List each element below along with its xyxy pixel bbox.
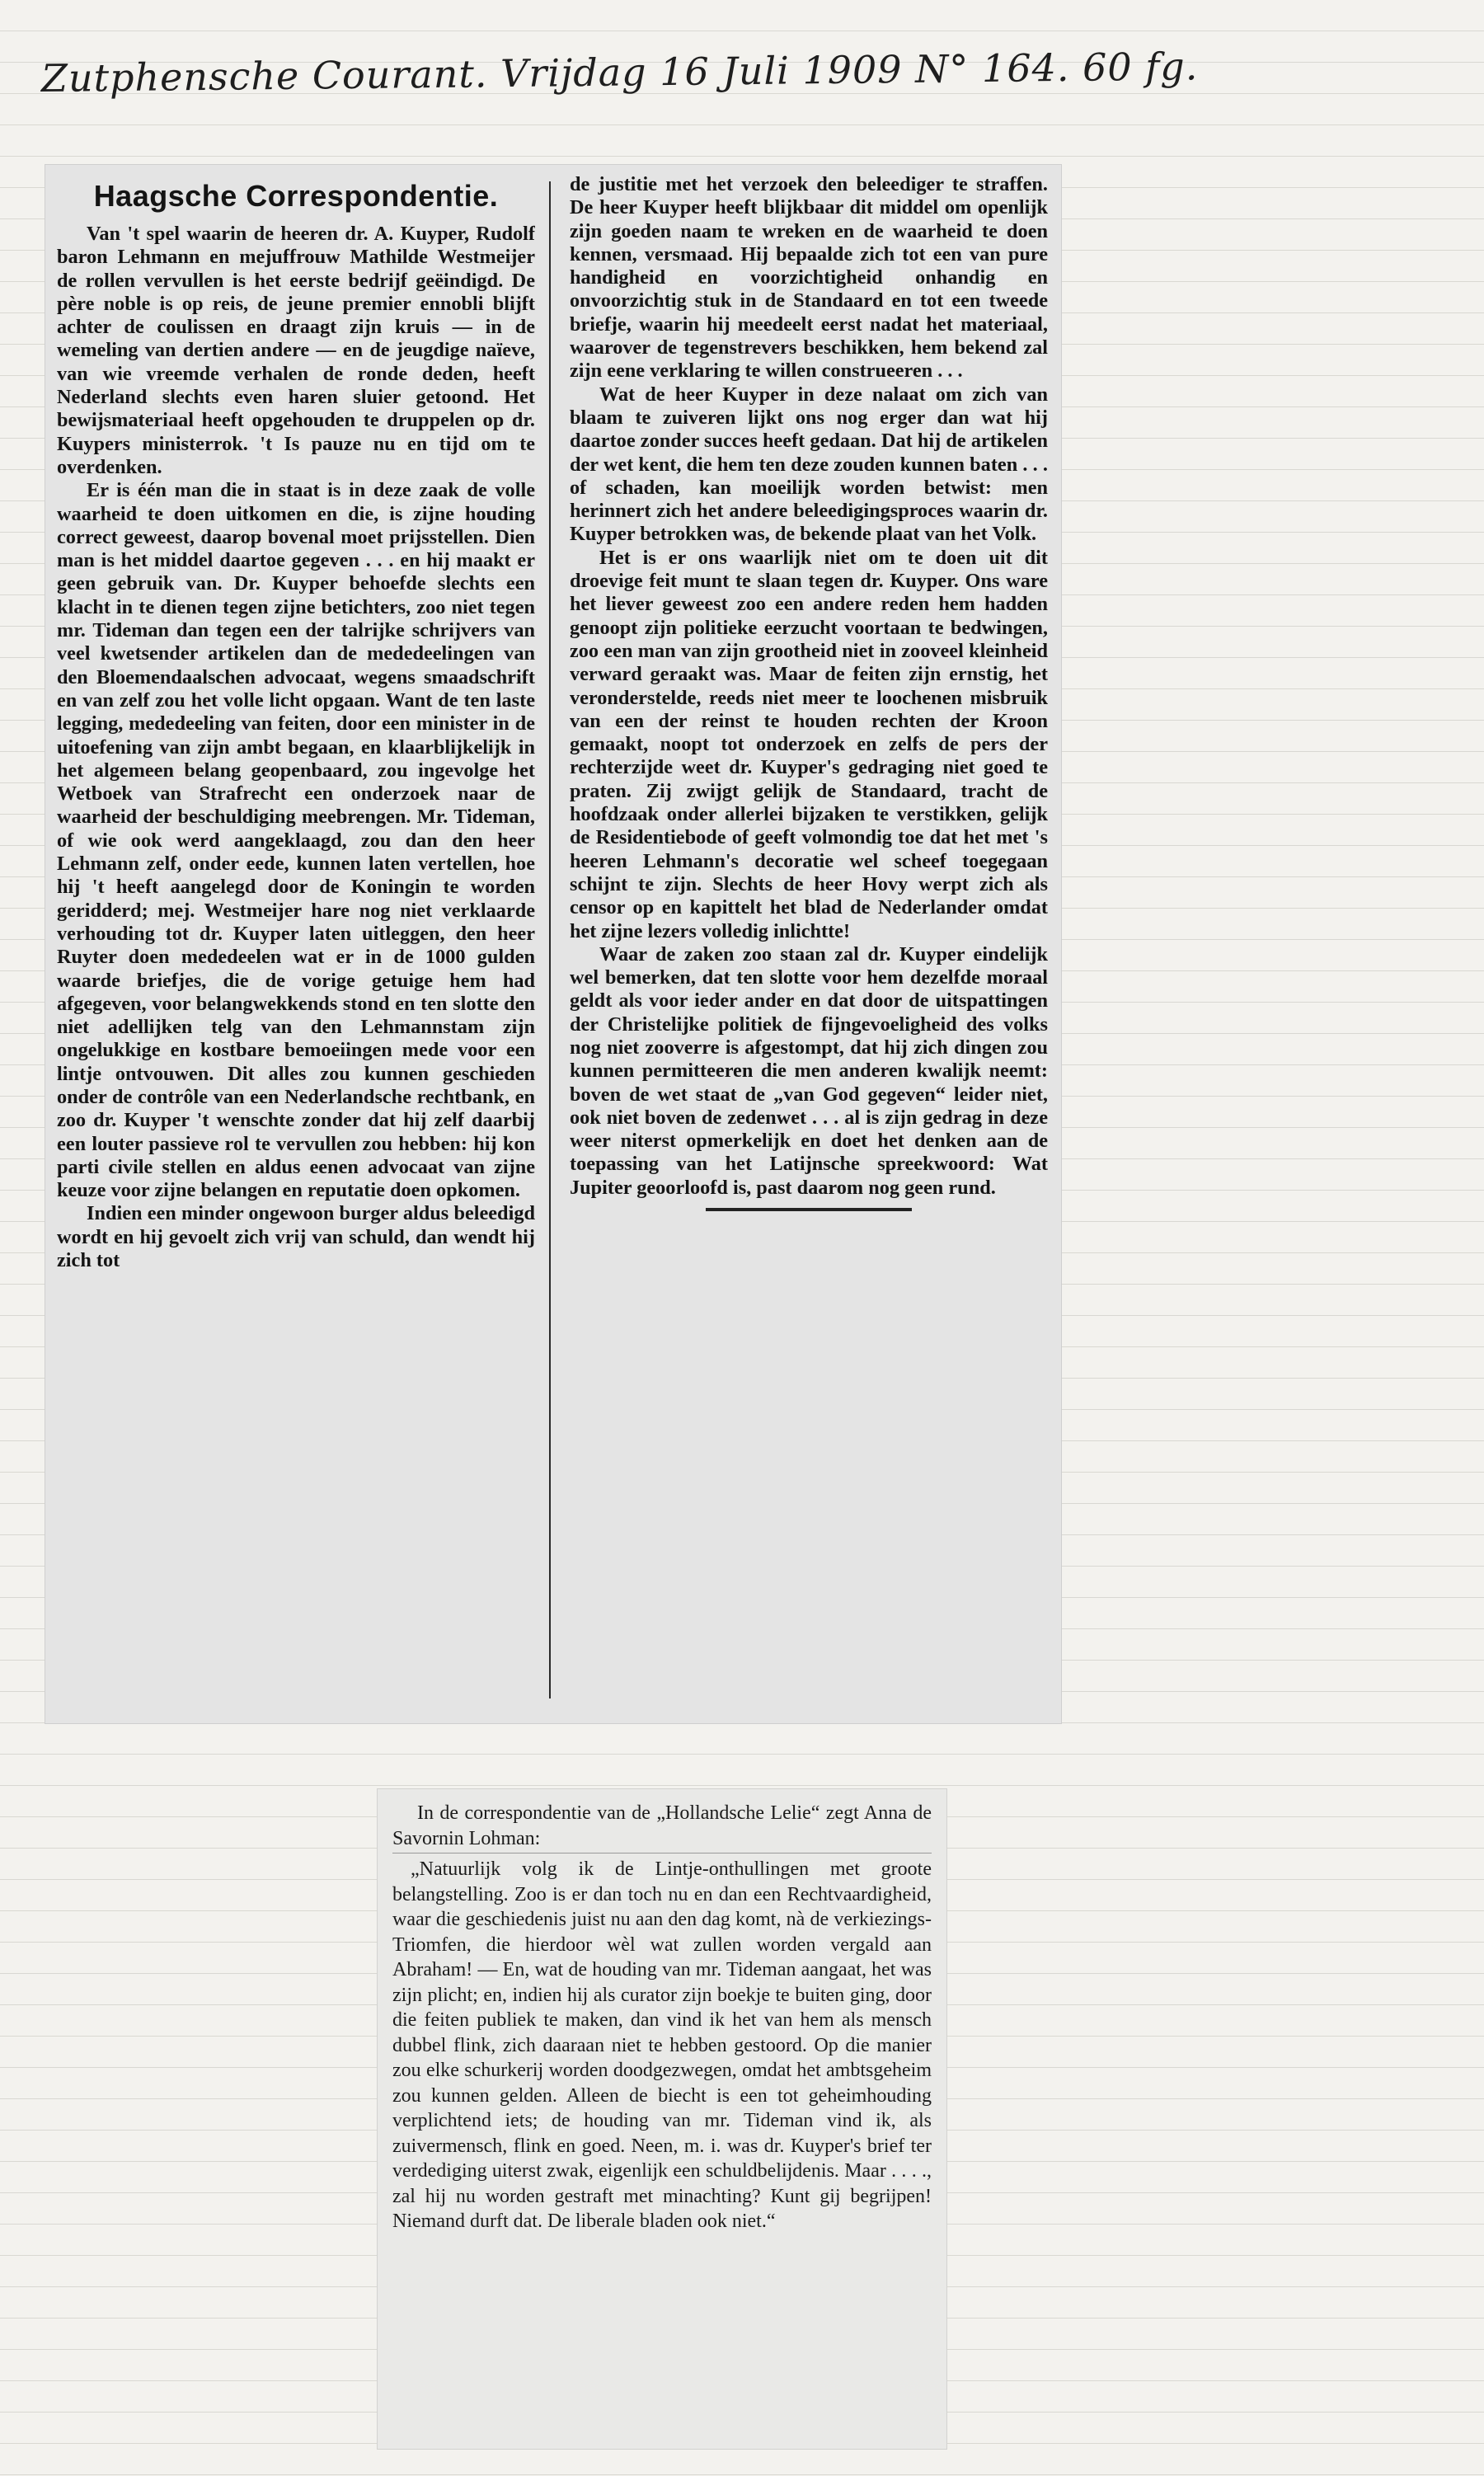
newspaper-clipping-hollandsche-lelie <box>378 1789 946 2449</box>
paragraph: de justitie met het verzoek den beleediger te straffen. De heer Kuyper heeft blijkbaar dit middel om openlijk zijn goeden naam te wreken en de waarheid te doen kennen, versmaad. Hij bepaalde zich tot een van pure handigheid en voorzichtigheid onhandig en onvoorzichtig stuk in de Standaard en tot een tweede briefje, waarin hij meedeelt eerst nadat het materiaal, waarover de tegenstrevers beschikken, hem bekend zal zijn eene verklaring te willen construeeren . . . <box>570 173 1048 383</box>
clipping-quote: „Natuurlijk volg ik de Lintje-onthullingen met groote belangstelling. Zoo is er dan toch nu en dan een Rechtvaardigheid, waar die geschiedenis juist nu aan den dag komt, nà de verkiezings-Triomfen, die hierdoor wèl wat zullen worden vergald aan Abraham! — En, wat de houding van mr. Tideman aangaat, het was zijn plicht; en, indien hij als curator zijn boekje te buiten ging, door die feiten publiek te maken, dan vind ik het van hem als mensch dubbel flink, zich daaraan niet te hebben gestoord. Op die manier zou elke schurkerij worden doodgezwegen, omdat het ambtsgeheim zou kunnen gelden. Alleen de biecht is een tot geheimhouding verplichtend iets; de houding van mr. Tideman vind ik, als zuivermensch, flink en goed. Neen, m. i. was dr. Kuyper's brief ter verdediging uiterst zwak, eigenlijk een schuldbelijdenis. Maar . . . ., zal hij nu worden gestraft met minachting? Kunt gij begrijpen! Niemand durft dat. De liberale bladen ook niet.“ <box>392 1858 932 2232</box>
paragraph: Er is één man die in staat is in deze zaak de volle waarheid te doen uitkomen en die, is zijne houding correct geweest, daarop bovenal moet prijsstellen. Dien man is het middel daartoe gegeven . . . en hij maakt er geen gebruik van. Dr. Kuyper behoefde slechts een klacht in te dienen tegen zijne betichters, zoo niet tegen mr. Tideman dan tegen een der talrijke schrijvers van veel kwetsender artikelen dan de mededeelingen van den Bloemendaalschen advocaat, wegens smaadschrift en van zelf zou het volle licht opgaan. Want de ten laste legging, mededeeling van feiten, door een minister in de uitoefening van zijn ambt begaan, en klaarblijkelijk in het algemeen belang geopenbaard, zou ingevolge het Wetboek van Strafrecht een onderzoek naar de waarheid der beschuldiging meebrengen. Mr. Tideman, of wie ook werd aangeklaagd, zou dan den heer Lehmann zelf, onder eede, kunnen laten vertellen, hoe hij 't heeft aangelegd door de Koningin te worden geridderd; mej. Westmeijer hare nog niet verklaarde verhouding tot dr. Kuyper laten uitleggen, den heer Ruyter doen mededeelen wat er in de 1000 gulden waarde briefjes, die de vorige getuige hem had afgegeven, voor belangwekkends stond en ten slotte den niet adellijken telg van den Lehmannstam zijn ongelukkige en kostbare bemoeiingen mede voor een lintje ontvouwen. Dit alles zou kunnen geschieden onder de contrôle van een Nederlandsche rechtbank, en zoo dr. Kuyper 't wenschte zonder dat hij zelf daarbij een louter passieve rol te vervullen zou hebben: hij kon parti civile stellen en aldus eenen advocaat van zijne keuze voor zijne belangen en reputatie doen opkomen. <box>57 479 535 1202</box>
paragraph: Het is er ons waarlijk niet om te doen uit dit droevige feit munt te slaan tegen dr. Kuyper. Ons ware het liever geweest zoo een andere reden hem hadden genoopt zijn politieke eerzucht voortaan te bedwingen, zoo een man van zijn grootheid niet in zooveel kleinheid verward geraakt was. Maar de feiten zijn ernstig, het veronderstelde, reeds niet meer te loochenen misbruik van een der reinst te houden rechten der Kroon gemaakt, noopt tot onderzoek en zelfs de pers der rechterzijde weet dr. Kuyper's gedraging niet goed te praten. Zij zwijgt gelijk de Standaard, tracht de hoofdzaak onder allerlei bijzaken te verstikken, gelijk de Residentiebode of geeft volmondig toe dat het met 's heeren Lehmann's decoratie wel scheef toegegaan schijnt te zijn. Slechts de heer Hovy werpt zich als censor op en kapittelt het blad de Nederlander omdat het zijne lezers volledig inlichtte! <box>570 546 1048 942</box>
article-end-rule <box>706 1208 912 1211</box>
paragraph: Indien een minder ongewoon burger aldus beleedigd wordt en hij gevoelt zich vrij van schuld, dan wendt hij zich tot <box>57 1202 535 1272</box>
paragraph: Wat de heer Kuyper in deze nalaat om zich van blaam te zuiveren lijkt ons nog erger dan wat hij daartoe zonder succes heeft gedaan. Dat hij de artikelen der wet kent, die hem ten deze zouden kunnen baten . . . of schaden, kan moeilijk worden betwist: men herinnert zich het andere beleedigingsproces waarin dr. Kuyper betrokken was, de bekende plaat van het Volk. <box>570 383 1048 546</box>
column-divider <box>549 181 551 1698</box>
clipping-intro: In de correspondentie van de „Hollandsche Lelie“ zegt Anna de Savornin Lohman: <box>392 1801 932 1853</box>
paragraph: Van 't spel waarin de heeren dr. A. Kuyper, Rudolf baron Lehmann en mejuffrouw Mathilde Westmeijer de rollen vervullen is het eerste bedrijf geëindigd. De père noble is op reis, de jeune premier ennobli blijft achter de coulissen en draagt zijn kruis — in de wemeling van dertien andere — en de jeugdige naïeve, van wie vreemde verhalen de ronde deden, heeft Nederland slechts even haren sluier getoond. Het bewijsmateriaal heeft opgehouden te druppelen op dr. Kuypers ministerrok. 't Is pauze nu en tijd om te overdenken. <box>57 223 535 478</box>
handwritten-source-note: Zutphensche Courant. Vrijdag 16 Juli 1909 N° 164. 60 fg. <box>40 44 1199 101</box>
article-headline: Haagsche Correspondentie. <box>93 179 499 213</box>
newspaper-clipping-haagsche-correspondentie <box>45 165 1061 1723</box>
paragraph: Waar de zaken zoo staan zal dr. Kuyper eindelijk wel bemerken, dat ten slotte voor hem dezelfde moraal geldt als voor ieder ander en dat door de uitspattingen der Christelijke politiek de fijngevoeligheid des volks nog niet zooverre is afgestompt, dat hij zich dingen zou kunnen permitteeren die men anderen kwalijk neemt: boven de wet staat de „van God gegeven“ leider niet, ook niet boven de zedenwet . . . al is zijn gedrag in deze weer niterst opmerkelijk en doet het denken aan de toepassing van het Latijnsche spreekwoord: Wat Jupiter geoorloofd is, past daarom nog geen rund. <box>570 942 1048 1199</box>
left-column <box>57 173 535 1703</box>
right-column <box>570 173 1048 1703</box>
